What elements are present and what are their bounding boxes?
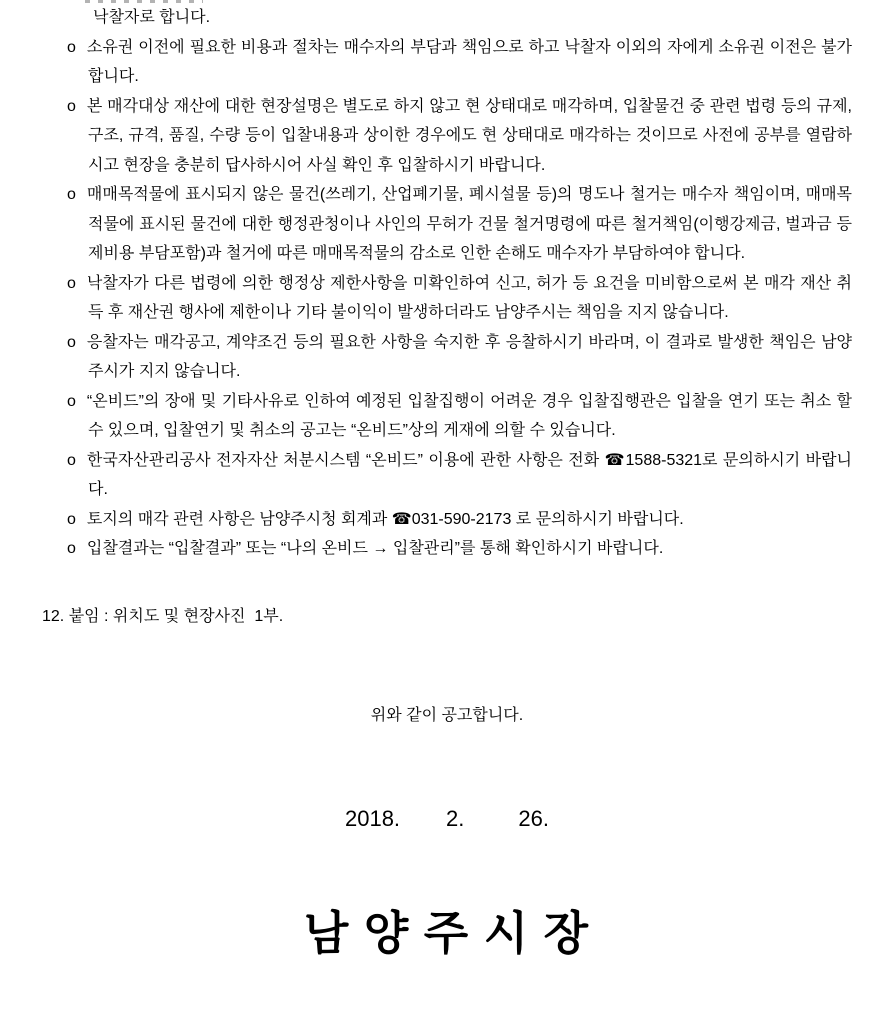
bullet-marker: o <box>67 540 76 557</box>
bullet-marker: o <box>67 97 76 115</box>
bullet-item-onbid-contact <box>67 446 852 505</box>
bullet-item-city-contact <box>67 505 852 535</box>
bullet-item-result-check <box>67 534 852 564</box>
mayor-signature: 남 양 주 시 장 <box>303 907 591 959</box>
bullet-text: “온비드”의 장애 및 기타사유로 인하여 예정된 입찰집행이 어려운 경우 입찰집행관은 입찰을 연기 또는 취소 할 수 있으며, 입찰연기 및 취소의 공고는 “온비드”상의 게재에 의할 수 있습니다. <box>86 392 852 439</box>
bullet-item-as-is-sale <box>67 92 852 181</box>
bullet-marker: o <box>67 186 76 203</box>
bullet-text: 본 매각대상 재산에 대한 현장설명은 별도로 하지 않고 현 상태대로 매각하며, 입찰물건 중 관련 법령 등의 규제, 구조, 규격, 품질, 수량 등이 입찰내용과 상이한 경우에도 현 상태대로 매각하는 것이므로 사전에 공부를 열람하시고 현장을 충분히 답사하시어 사실 확인 후 입찰하시기 바랍니다. <box>86 97 852 174</box>
bullet-text: 입찰결과는 “입찰결과” 또는 “나의 온비드 → 입찰관리”를 통해 확인하시기 바랍니다. <box>86 540 664 557</box>
date-month: 2. <box>446 805 465 831</box>
clipped-previous-line-artifact <box>85 0 203 3</box>
attachment-line: 12. 붙임 : 위치도 및 현장사진 1부. <box>42 607 284 625</box>
bullet-marker: o <box>67 38 76 56</box>
intro-continuation-line: 낙찰자로 합니다. <box>93 9 211 26</box>
bullet-item-bidder-responsibility <box>67 328 852 387</box>
bullet-text: 한국자산관리공사 전자자산 처분시스템 “온비드” 이용에 관한 사항은 전화 ☎1588-5321로 문의하시기 바랍니다. <box>86 451 852 498</box>
bullet-item-removal-responsibility <box>67 180 852 269</box>
date-day: 26. <box>518 805 549 831</box>
bullet-marker: o <box>67 274 76 292</box>
date-year: 2018. <box>344 805 401 831</box>
date-line <box>0 804 894 834</box>
notice-bullet-list <box>67 33 852 564</box>
bullet-text: 소유권 이전에 필요한 비용과 절차는 매수자의 부담과 책임으로 하고 낙찰자 이외의 자에게 소유권 이전은 불가합니다. <box>86 38 852 85</box>
bullet-marker: o <box>67 333 76 351</box>
bullet-text: 토지의 매각 관련 사항은 남양주시청 회계과 ☎031-590-2173 로 문의하시기 바랍니다. <box>86 510 684 528</box>
bullet-text: 낙찰자가 다른 법령에 의한 행정상 제한사항을 미확인하여 신고, 허가 등 요건을 미비함으로써 본 매각 재산 취득 후 재산권 행사에 제한이나 기타 불이익이 발생하더라도 남양주시는 책임을 지지 않습니다. <box>86 274 852 321</box>
bullet-item-onbid-failure <box>67 387 852 446</box>
bullet-marker: o <box>67 451 76 469</box>
bullet-item-ownership-transfer <box>67 33 852 92</box>
bullet-item-legal-restrictions <box>67 269 852 328</box>
bullet-marker: o <box>67 392 76 410</box>
bullet-text: 매매목적물에 표시되지 않은 물건(쓰레기, 산업폐기물, 폐시설물 등)의 명도나 철거는 매수자 책임이며, 매매목적물에 표시된 물건에 대한 행정관청이나 사인의 무허가 건물 철거명령에 따른 철거책임(이행강제금, 벌과금 등 제비용 부담포함)과 철거에 따른 매매목적물의 감소로 인한 손해도 매수자가 부담하여야 합니다. <box>86 186 852 262</box>
closing-statement: 위와 같이 공고합니다. <box>370 707 524 724</box>
bullet-text: 응찰자는 매각공고, 계약조건 등의 필요한 사항을 숙지한 후 응찰하시기 바라며, 이 결과로 발생한 책임은 남양주시가 지지 않습니다. <box>86 333 852 380</box>
bullet-marker: o <box>67 510 76 528</box>
